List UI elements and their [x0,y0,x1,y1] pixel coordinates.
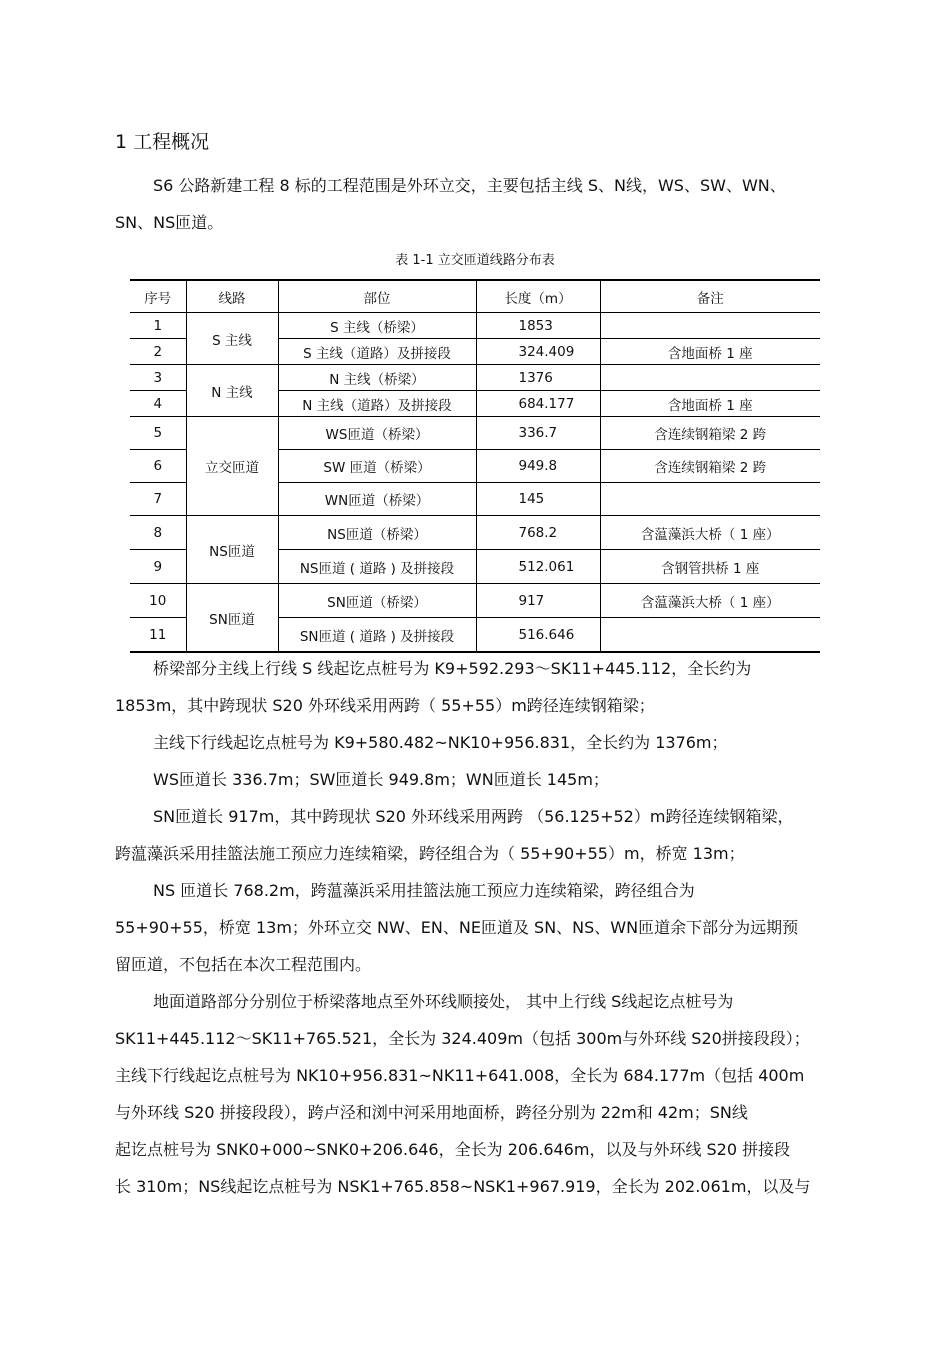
cell-note: 含蕰藻浜大桥（ 1 座） [600,516,820,550]
table-row [130,584,820,618]
cell-no: 4 [130,391,186,417]
cell-line: N 主线 [186,365,278,417]
ns-ramp-paragraph [115,872,840,983]
paragraph-line: SN、NS匝道。 [115,213,224,232]
cell-length: 917 [476,584,600,618]
cell-length: 145 [476,483,600,516]
header-cell: 部位 [278,280,476,313]
table-header-row [130,280,820,313]
cell-no: 9 [130,550,186,584]
ground-road-paragraph [115,983,840,1205]
cell-line: S 主线 [186,313,278,365]
paragraph-line: NS 匝道长 768.2m，跨蕰藻浜采用挂篮法施工预应力连续箱梁，跨径组合为 [153,881,695,900]
cell-part: N 主线（桥梁） [278,365,476,391]
cell-line: NS匝道 [186,516,278,584]
header-cell: 长度（m） [476,280,600,313]
paragraph-line: SK11+445.112～SK11+765.521，全长为 324.409m（包括 300m与外环线 S20拼接段段）； [115,1029,810,1048]
cell-note: 含地面桥 1 座 [600,339,820,365]
section-heading: 1 工程概况 [115,131,210,153]
bridge-mainline-paragraph [115,650,840,724]
paragraph-line: 主线下行线起讫点桩号为 NK10+956.831~NK11+641.008，全长为 684.177m（包括 400m [115,1066,805,1085]
cell-length: 949.8 [476,450,600,483]
paragraph-line: 长 310m；NS线起讫点桩号为 NSK1+765.858~NSK1+967.919，全长为 202.061m，以及与 [115,1177,811,1196]
cell-no: 5 [130,417,186,450]
route-distribution-table [130,279,820,653]
cell-line: 立交匝道 [186,417,278,516]
cell-no: 6 [130,450,186,483]
cell-no: 7 [130,483,186,516]
cell-part: SN匝道 ( 道路 ) 及拼接段 [278,618,476,653]
header-cell: 备注 [600,280,820,313]
header-cell: 线路 [186,280,278,313]
sn-ramp-paragraph [115,798,840,872]
paragraph-line: 留匝道，不包括在本次工程范围内。 [115,955,372,974]
cell-no: 10 [130,584,186,618]
cell-note [600,483,820,516]
intro-paragraph [115,167,840,241]
cell-part: N 主线（道路）及拼接段 [278,391,476,417]
paragraph-line: S6 公路新建工程 8 标的工程范围是外环立交，主要包括主线 S、N线，WS、SW、WN、 [153,176,786,195]
cell-length: 324.409 [476,339,600,365]
cell-no: 2 [130,339,186,365]
paragraph-line: 桥梁部分主线上行线 S 线起讫点桩号为 K9+592.293～SK11+445.112，全长约为 [153,659,752,678]
cell-line: SN匝道 [186,584,278,653]
paragraph-line: 跨蕰藻浜采用挂篮法施工预应力连续箱梁，跨径组合为（ 55+90+55）m，桥宽 13m； [115,844,745,863]
cell-length: 1376 [476,365,600,391]
cell-no: 1 [130,313,186,339]
cell-length: 336.7 [476,417,600,450]
downline-paragraph [115,724,840,761]
paragraph-line: 起讫点桩号为 SNK0+000~SNK0+206.646，全长为 206.646m，以及与外环线 S20 拼接段 [115,1140,791,1159]
paragraph-line: 55+90+55，桥宽 13m；外环立交 NW、EN、NE匝道及 SN、NS、WN匝道余下部分为远期预 [115,918,799,937]
paragraph-line: 与外环线 S20 拼接段段），跨卢泾和浏中河采用地面桥，跨径分别为 22m和 42m；SN线 [115,1103,748,1122]
paragraph-line: SN匝道长 917m，其中跨现状 S20 外环线采用两跨 （56.125+52）m跨径连续钢箱梁， [153,807,794,826]
cell-note: 含连续钢箱梁 2 跨 [600,450,820,483]
cell-part: SW 匝道（桥梁） [278,450,476,483]
table-caption: 表 1-1 立交匝道线路分布表 [395,253,555,268]
cell-part: NS匝道（桥梁） [278,516,476,550]
cell-length: 516.646 [476,618,600,653]
table-row [130,365,820,391]
cell-part: WS匝道（桥梁） [278,417,476,450]
cell-no: 3 [130,365,186,391]
cell-length: 768.2 [476,516,600,550]
cell-length: 512.061 [476,550,600,584]
cell-part: WN匝道（桥梁） [278,483,476,516]
cell-part: SN匝道（桥梁） [278,584,476,618]
cell-part: S 主线（桥梁） [278,313,476,339]
cell-note: 含蕰藻浜大桥（ 1 座） [600,584,820,618]
cell-no: 11 [130,618,186,653]
cell-part: S 主线（道路）及拼接段 [278,339,476,365]
cell-length: 1853 [476,313,600,339]
cell-note [600,313,820,339]
cell-note: 含钢管拱桥 1 座 [600,550,820,584]
cell-note: 含地面桥 1 座 [600,391,820,417]
cell-note [600,618,820,653]
paragraph-line: WS匝道长 336.7m；SW匝道长 949.8m；WN匝道长 145m； [153,770,609,789]
cell-no: 8 [130,516,186,550]
table-row [130,313,820,339]
cell-length: 684.177 [476,391,600,417]
cell-note: 含连续钢箱梁 2 跨 [600,417,820,450]
cell-note [600,365,820,391]
paragraph-line: 主线下行线起讫点桩号为 K9+580.482~NK10+956.831，全长约为 1376m； [153,733,728,752]
cell-part: NS匝道 ( 道路 ) 及拼接段 [278,550,476,584]
header-cell: 序号 [130,280,186,313]
ramp-length-paragraph [115,761,840,798]
table-row [130,516,820,550]
table-row [130,417,820,450]
paragraph-line: 地面道路部分分别位于桥梁落地点至外环线顺接处， 其中上行线 S线起讫点桩号为 [153,992,734,1011]
paragraph-line: 1853m，其中跨现状 S20 外环线采用两跨（ 55+55）m跨径连续钢箱梁； [115,696,655,715]
